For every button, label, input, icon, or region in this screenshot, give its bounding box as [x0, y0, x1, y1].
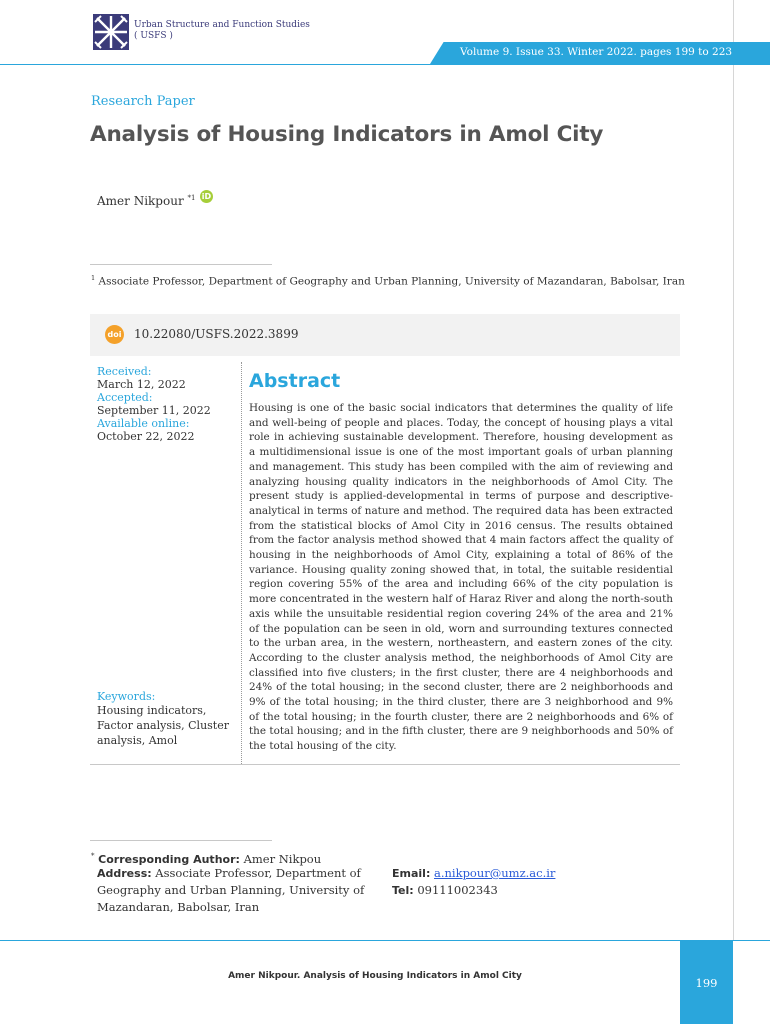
accepted-date: September 11, 2022 — [97, 404, 211, 417]
corresponding-author-name: Amer Nikpou — [243, 851, 322, 866]
affiliation — [91, 274, 685, 288]
email-link[interactable]: a.nikpour@umz.ac.ir — [434, 866, 556, 880]
affiliation-text: Associate Professor, Department of Geography and Urban Planning, University of Mazandaran, Babolsar, Iran — [98, 275, 685, 288]
affiliation-mark: 1 — [91, 274, 96, 282]
footer-rule — [0, 940, 770, 941]
doi-link[interactable]: 10.22080/USFS.2022.3899 — [134, 327, 299, 341]
abstract-body: Housing is one of the basic social indicators that determines the quality of life and well-being of people and places. Today, the concept of housing plays a vital role in achieving sustainable development. Therefore, housing development as a multidimensional issue is one of the most important goals of urban planning and management. This study has been compiled with the aim of reviewing and analyzing housing quality indicators in the neighborhoods of Amol City. The present study is applied-developmental in terms of purpose and descriptive-analytical in terms of nature and method. The required data has been extracted from the statistical blocks of Amol City in 2016 census. The results obtained from the factor analysis method showed that 4 main factors affect the quality of housing in the neighborhoods of Amol City, explaining a total of 86% of the variance. Housing quality zoning showed that, in total, the suitable residential region covering 55% of the area and including 66% of the city population is more concentrated in the western half of Haraz River and along the north-south axis while the unsuitable residential region covering 24% of the area and 21% of the population can be seen in old, worn and surrounding textures connected to the urban area, in the western, northeastern, and eastern zones of the city. According to the cluster analysis method, the neighborhoods of Amol City are classified into five clusters; in the first cluster, there are 4 neighborhoods and 24% of the total housing; in the second cluster, there are 2 neighborhoods and 9% of the total housing; in the third cluster, there are 3 neighborhood and 9% of the total housing; in the fourth cluster, there are 2 neighborhoods and 6% of the total housing; and in the fifth cluster, there are 9 neighborhoods and 50% of the total housing of the city. — [249, 402, 673, 753]
author-line — [97, 194, 195, 208]
email-label: Email: — [392, 867, 431, 880]
article-dates — [97, 365, 211, 443]
abstract-heading: Abstract — [249, 370, 341, 392]
volume-info: Volume 9. Issue 33. Winter 2022. pages 199 to 223 — [460, 46, 733, 58]
corresponding-email — [392, 865, 555, 882]
author-mark: *1 — [187, 194, 196, 202]
journal-logo — [93, 14, 129, 50]
address-label: Address: — [97, 867, 152, 880]
accepted-label: Accepted: — [97, 391, 153, 404]
column-divider — [241, 362, 242, 764]
paper-type: Research Paper — [91, 94, 195, 109]
tel-label: Tel: — [392, 884, 414, 897]
journal-name — [134, 20, 310, 42]
keywords-block — [97, 690, 237, 748]
paper-title: Analysis of Housing Indicators in Amol City — [90, 122, 604, 147]
orcid-icon[interactable]: iD — [201, 192, 212, 201]
corresponding-address — [97, 865, 369, 916]
address-text: Associate Professor, Department of Geography and Urban Planning, University of Mazandaran, Babolsar, Iran — [97, 866, 365, 914]
keywords-label: Keywords: — [97, 690, 156, 703]
abstract-bottom-rule — [90, 764, 680, 765]
doi-icon: doi — [105, 325, 124, 344]
author-name: Amer Nikpour — [97, 194, 184, 208]
tel-number: 09111002343 — [417, 883, 498, 897]
online-label: Available online: — [97, 417, 190, 430]
received-date: March 12, 2022 — [97, 378, 186, 391]
page-right-rule — [733, 0, 734, 940]
received-label: Received: — [97, 365, 152, 378]
footnote-rule — [90, 840, 272, 841]
keywords-list: Housing indicators, Factor analysis, Cluster analysis, Amol — [97, 704, 229, 747]
corresponding-author-label: Corresponding Author: — [98, 852, 240, 866]
online-date: October 22, 2022 — [97, 430, 195, 443]
header-rule — [0, 64, 770, 65]
journal-name-line2: ( USFS ) — [134, 31, 173, 41]
journal-name-line1: Urban Structure and Function Studies — [134, 20, 310, 30]
corresponding-mark: * — [91, 852, 95, 860]
running-title: Amer Nikpour. Analysis of Housing Indicators in Amol City — [228, 971, 522, 981]
corresponding-tel — [392, 882, 498, 899]
page-number: 199 — [695, 976, 718, 990]
affiliation-rule — [90, 264, 272, 265]
